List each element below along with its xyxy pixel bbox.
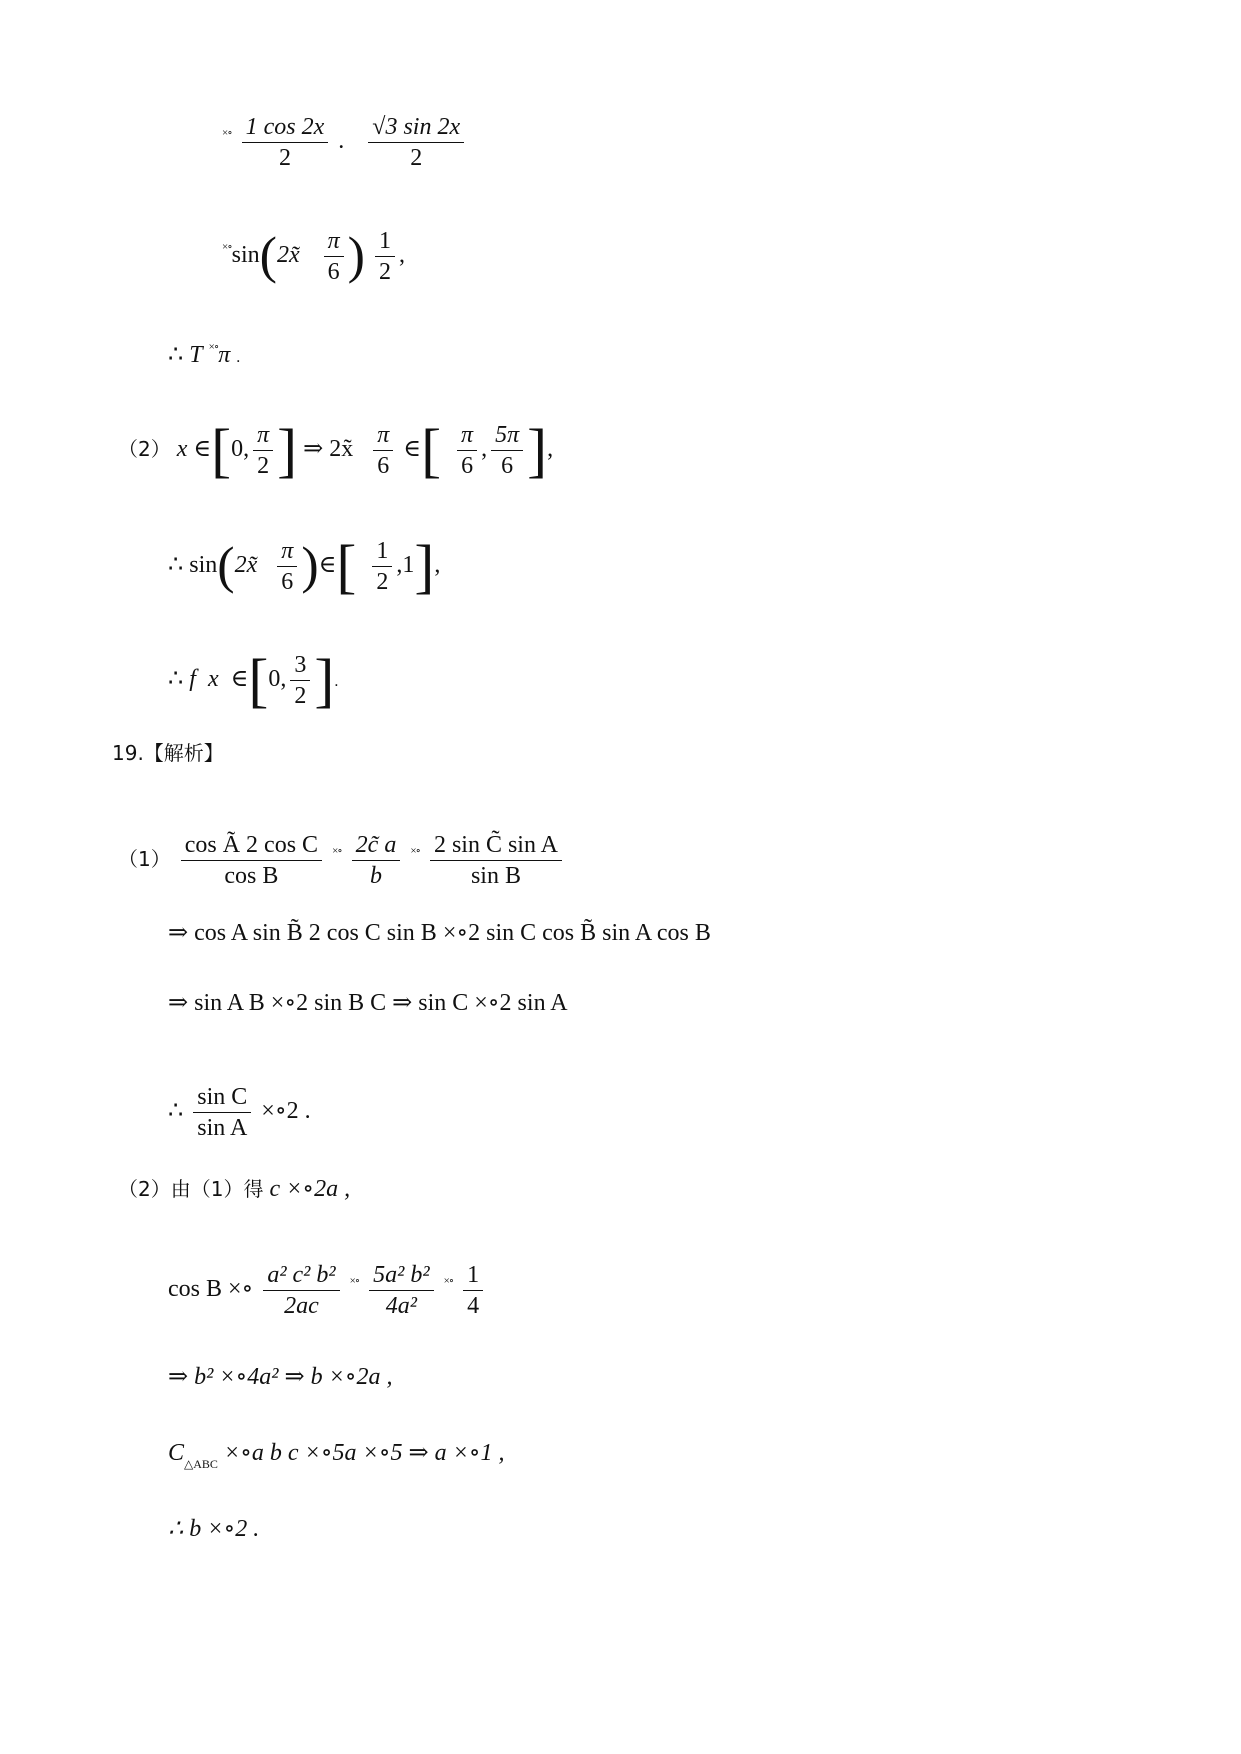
eq-line: ×∘ $\frac{1 \cos 2x}{2}$ . $\frac{√3 \sin 2x}{2}$ <box>222 112 468 173</box>
fraction: $\frac{\text{a² c² b²}}{2ac}$ <box>263 1260 339 1321</box>
fraction: $\frac{\pi}{6}$ <box>324 226 344 287</box>
eq-line: ∴ T ×∘π . <box>168 341 241 368</box>
eq-line: ⇒ cos A sin B̃ 2 cos C sin B ×∘2 sin C cos B̃ sin A cos B <box>168 920 711 946</box>
fraction: $\frac{\pi}{6}$ <box>457 420 477 481</box>
eq-line: ∴ sin(2x̃ $\frac{\pi}{6}$ )∈[ $\frac{1}{2}$ ,1], <box>168 533 441 600</box>
fraction: $\frac{√3 \sin 2x}{2}$ <box>368 112 464 173</box>
eq-line: cos B ×∘ $\frac{\text{a² c² b²}}{2ac}$ ×∘ $\frac{\text{5a² b²}}{\text{4a²}}$ ×∘ $\frac{1}{4}$ <box>168 1260 487 1321</box>
fraction: $\frac{1}{2}$ <box>375 226 395 287</box>
eq-line: （2） x ∈[0, $\frac{\pi}{2}$ ] ⇒ 2x̃ $\frac{\pi}{6}$ ∈[ $\frac{\pi}{6}$ , $\frac{5\pi}{6}$ ], <box>118 417 554 484</box>
fraction: $\frac{\text{cos Ã 2 cos C}}{\text{cos B}}$ <box>181 830 322 891</box>
eq-line: ∴ $\frac{\text{sin C}}{\text{sin A}}$ ×∘2 . <box>168 1084 311 1141</box>
part-label: （2） <box>118 437 171 462</box>
eq-line: ⇒ sin A B ×∘2 sin B C ⇒ sin C ×∘2 sin A <box>168 990 568 1016</box>
eq-line: ∴ b ×∘2 . <box>168 1516 260 1542</box>
fraction: $\frac{\text{sin C}}{\text{sin A}}$ <box>193 1082 251 1143</box>
section-heading: 19.【解析】 <box>112 741 224 765</box>
eq-line: $C_{\triangle ABC}$ ×∘a b c ×∘5a ×∘5 ⇒ a ×∘1 , <box>168 1440 505 1471</box>
fraction: $\frac{\pi}{6}$ <box>373 420 393 481</box>
part-label: （1） <box>118 847 171 872</box>
fraction: $\frac{1}{4}$ <box>463 1260 483 1321</box>
fraction: $\frac{\text{2 sin C̃ sin A}}{\text{sin B}}$ <box>430 830 562 891</box>
part-label: （2）由（1）得 <box>118 1177 264 1201</box>
eq-line: （2）由（1）得 c ×∘2a , <box>118 1176 351 1202</box>
fraction: $\frac{\pi}{2}$ <box>253 420 273 481</box>
eq-line: ×∘sin(2x̃ $\frac{\pi}{6}$ ) $\frac{1}{2}$ , <box>222 227 405 285</box>
fraction: $\frac{2c̃ a}{b}$ <box>352 830 401 891</box>
equals-garbled: ×∘ <box>222 127 232 140</box>
fraction: $\frac{3}{2}$ <box>290 650 310 711</box>
fraction: $\frac{5\pi}{6}$ <box>491 420 523 481</box>
fraction: $\frac{1 \cos 2x}{2}$ <box>242 112 329 173</box>
fraction: $\frac{\text{5a² b²}}{\text{4a²}}$ <box>369 1260 433 1321</box>
fraction: $\frac{1}{2}$ <box>372 536 392 597</box>
eq-line: （1） $\frac{\text{cos Ã 2 cos C}}{\text{cos B}}$ ×∘ $\frac{2c̃ a}{b}$ ×∘ $\frac{\text{2 sin C̃ sin A}}{\text{sin B}}$ <box>118 830 566 891</box>
eq-line: ⇒ b² ×∘4a² ⇒ b ×∘2a , <box>168 1364 393 1390</box>
eq-line: ∴ f x ∈[0, $\frac{3}{2}$ ]. <box>168 647 339 714</box>
fraction: $\frac{\pi}{6}$ <box>277 536 297 597</box>
